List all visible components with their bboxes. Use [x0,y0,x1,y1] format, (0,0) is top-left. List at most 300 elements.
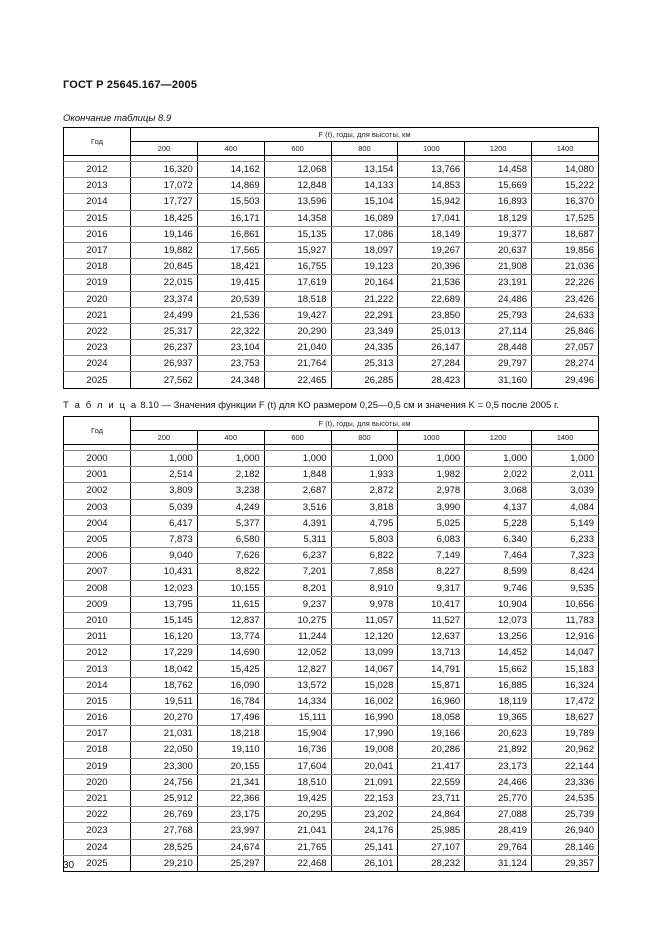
table-row [64,515,599,531]
value-cell: 28,448 [465,340,532,356]
value-cell: 22,468 [264,855,331,871]
value-cell: 7,858 [331,564,398,580]
value-cell: 25,013 [398,323,465,339]
value-cell: 10,431 [131,564,198,580]
year-cell: 2020 [64,291,131,307]
value-cell: 10,656 [532,596,599,612]
value-cell: 9,535 [532,580,599,596]
value-cell: 8,201 [264,580,331,596]
value-cell: 1,848 [264,467,331,483]
value-cell: 10,904 [465,596,532,612]
value-cell: 29,357 [532,855,599,871]
value-cell: 21,031 [131,726,198,742]
value-cell: 8,822 [197,564,264,580]
year-cell: 2015 [64,693,131,709]
table-row [64,467,599,483]
value-cell: 1,000 [131,451,198,467]
value-cell: 11,615 [197,596,264,612]
value-cell: 24,633 [532,307,599,323]
year-cell: 2018 [64,259,131,275]
value-cell: 15,871 [398,677,465,693]
value-cell: 26,237 [131,340,198,356]
table-row [64,291,599,307]
year-cell: 2017 [64,242,131,258]
table-row [64,726,599,742]
value-cell: 19,267 [398,242,465,258]
value-cell: 14,080 [532,162,599,178]
document-header: ГОСТ Р 25645.167—2005 [63,79,198,91]
value-cell: 16,784 [197,693,264,709]
value-cell: 14,334 [264,693,331,709]
value-cell: 13,256 [465,629,532,645]
year-cell: 2001 [64,467,131,483]
altitude-header: 600 [264,431,331,445]
table-row [64,531,599,547]
value-cell: 24,176 [331,823,398,839]
value-cell: 2,872 [331,483,398,499]
value-cell: 6,580 [197,531,264,547]
year-cell: 2024 [64,839,131,855]
value-cell: 2,022 [465,467,532,483]
value-cell: 16,960 [398,693,465,709]
year-cell: 2017 [64,726,131,742]
value-cell: 21,536 [398,275,465,291]
value-cell: 18,149 [398,226,465,242]
value-cell: 28,146 [532,839,599,855]
value-cell: 20,962 [532,742,599,758]
value-cell: 12,848 [264,178,331,194]
value-cell: 28,419 [465,823,532,839]
value-cell: 22,050 [131,742,198,758]
function-column-header: F (t), годы, для высоты, км [131,128,599,142]
value-cell: 22,689 [398,291,465,307]
value-cell: 27,284 [398,356,465,372]
value-cell: 18,119 [465,693,532,709]
value-cell: 29,764 [465,839,532,855]
value-cell: 14,791 [398,661,465,677]
value-cell: 6,417 [131,515,198,531]
value-cell: 11,244 [264,629,331,645]
value-cell: 21,341 [197,774,264,790]
table-row [64,210,599,226]
year-column-header: Год [64,128,131,156]
value-cell: 28,525 [131,839,198,855]
value-cell: 14,853 [398,178,465,194]
value-cell: 28,423 [398,372,465,388]
year-cell: 2023 [64,340,131,356]
value-cell: 9,237 [264,596,331,612]
value-cell: 19,146 [131,226,198,242]
year-cell: 2000 [64,451,131,467]
value-cell: 9,040 [131,548,198,564]
table-row [64,340,599,356]
table-row [64,162,599,178]
altitude-header: 400 [197,142,264,156]
value-cell: 10,155 [197,580,264,596]
value-cell: 27,107 [398,839,465,855]
table-row [64,564,599,580]
value-cell: 20,041 [331,758,398,774]
value-cell: 15,927 [264,242,331,258]
value-cell: 20,637 [465,242,532,258]
value-cell: 8,227 [398,564,465,580]
value-cell: 4,137 [465,499,532,515]
value-cell: 12,837 [197,612,264,628]
table-row [64,661,599,677]
year-cell: 2015 [64,210,131,226]
value-cell: 23,300 [131,758,198,774]
value-cell: 15,662 [465,661,532,677]
altitude-header: 1200 [465,142,532,156]
table-row [64,807,599,823]
value-cell: 11,527 [398,612,465,628]
table-row [64,275,599,291]
value-cell: 19,377 [465,226,532,242]
value-cell: 24,348 [197,372,264,388]
table-row [64,580,599,596]
value-cell: 25,317 [131,323,198,339]
value-cell: 15,145 [131,612,198,628]
value-cell: 18,687 [532,226,599,242]
value-cell: 6,083 [398,531,465,547]
value-cell: 7,323 [532,548,599,564]
value-cell: 13,774 [197,629,264,645]
table-row [64,356,599,372]
value-cell: 17,229 [131,645,198,661]
page-number: 30 [63,860,75,871]
altitude-header: 600 [264,142,331,156]
value-cell: 27,768 [131,823,198,839]
value-cell: 22,465 [264,372,331,388]
value-cell: 2,182 [197,467,264,483]
value-cell: 21,041 [264,823,331,839]
value-cell: 17,472 [532,693,599,709]
table-row [64,194,599,210]
value-cell: 27,114 [465,323,532,339]
table-row [64,710,599,726]
value-cell: 27,562 [131,372,198,388]
table-row [64,758,599,774]
value-cell: 25,985 [398,823,465,839]
value-cell: 16,755 [264,259,331,275]
value-cell: 27,057 [532,340,599,356]
year-cell: 2005 [64,531,131,547]
table1-body [64,156,599,389]
value-cell: 26,940 [532,823,599,839]
value-cell: 12,068 [264,162,331,178]
value-cell: 12,120 [331,629,398,645]
value-cell: 1,982 [398,467,465,483]
value-cell: 21,222 [331,291,398,307]
value-cell: 23,349 [331,323,398,339]
table2-body [64,445,599,872]
function-column-header: F (t), годы, для высоты, км [131,417,599,431]
value-cell: 29,210 [131,855,198,871]
value-cell: 18,218 [197,726,264,742]
value-cell: 22,559 [398,774,465,790]
value-cell: 22,291 [331,307,398,323]
table-row [64,774,599,790]
value-cell: 23,374 [131,291,198,307]
value-cell: 21,417 [398,758,465,774]
year-cell: 2002 [64,483,131,499]
value-cell: 18,129 [465,210,532,226]
value-cell: 18,421 [197,259,264,275]
value-cell: 4,391 [264,515,331,531]
value-cell: 16,885 [465,677,532,693]
value-cell: 15,425 [197,661,264,677]
value-cell: 3,039 [532,483,599,499]
value-cell: 17,525 [532,210,599,226]
table-row [64,323,599,339]
value-cell: 12,916 [532,629,599,645]
value-cell: 5,803 [331,531,398,547]
value-cell: 21,892 [465,742,532,758]
value-cell: 2,687 [264,483,331,499]
value-cell: 26,769 [131,807,198,823]
year-cell: 2014 [64,194,131,210]
table-row [64,612,599,628]
value-cell: 23,202 [331,807,398,823]
value-cell: 1,000 [264,451,331,467]
year-cell: 2025 [64,855,131,871]
value-cell: 14,452 [465,645,532,661]
year-cell: 2009 [64,596,131,612]
value-cell: 5,377 [197,515,264,531]
value-cell: 19,425 [264,790,331,806]
value-cell: 16,893 [465,194,532,210]
value-cell: 28,232 [398,855,465,871]
value-cell: 8,599 [465,564,532,580]
year-cell: 2020 [64,774,131,790]
value-cell: 4,795 [331,515,398,531]
value-cell: 10,417 [398,596,465,612]
year-cell: 2011 [64,629,131,645]
table-row [64,259,599,275]
table-row [64,548,599,564]
value-cell: 18,097 [331,242,398,258]
value-cell: 1,000 [532,451,599,467]
value-cell: 20,623 [465,726,532,742]
altitude-header: 200 [131,142,198,156]
year-cell: 2022 [64,807,131,823]
altitude-header: 1000 [398,431,465,445]
value-cell: 14,067 [331,661,398,677]
year-cell: 2022 [64,323,131,339]
value-cell: 18,058 [398,710,465,726]
value-cell: 5,039 [131,499,198,515]
value-cell: 24,535 [532,790,599,806]
altitude-header: 800 [331,142,398,156]
table-8-10 [63,416,599,872]
value-cell: 7,201 [264,564,331,580]
table-row [64,499,599,515]
value-cell: 16,320 [131,162,198,178]
value-cell: 13,795 [131,596,198,612]
value-cell: 15,104 [331,194,398,210]
value-cell: 17,086 [331,226,398,242]
value-cell: 17,496 [197,710,264,726]
value-cell: 17,072 [131,178,198,194]
value-cell: 8,424 [532,564,599,580]
value-cell: 23,336 [532,774,599,790]
value-cell: 11,057 [331,612,398,628]
value-cell: 3,990 [398,499,465,515]
value-cell: 19,415 [197,275,264,291]
value-cell: 2,978 [398,483,465,499]
value-cell: 14,869 [197,178,264,194]
year-cell: 2008 [64,580,131,596]
value-cell: 2,514 [131,467,198,483]
value-cell: 3,238 [197,483,264,499]
value-cell: 23,426 [532,291,599,307]
table-row [64,372,599,388]
value-cell: 12,073 [465,612,532,628]
year-cell: 2012 [64,162,131,178]
value-cell: 15,942 [398,194,465,210]
value-cell: 25,912 [131,790,198,806]
value-cell: 16,324 [532,677,599,693]
value-cell: 15,028 [331,677,398,693]
value-cell: 21,040 [264,340,331,356]
value-cell: 21,908 [465,259,532,275]
year-cell: 2006 [64,548,131,564]
value-cell: 24,864 [398,807,465,823]
value-cell: 29,496 [532,372,599,388]
year-cell: 2014 [64,677,131,693]
year-cell: 2016 [64,710,131,726]
value-cell: 22,366 [197,790,264,806]
value-cell: 16,370 [532,194,599,210]
value-cell: 19,856 [532,242,599,258]
value-cell: 24,486 [465,291,532,307]
value-cell: 15,111 [264,710,331,726]
value-cell: 6,237 [264,548,331,564]
year-cell: 2024 [64,356,131,372]
year-cell: 2007 [64,564,131,580]
value-cell: 9,317 [398,580,465,596]
value-cell: 2,011 [532,467,599,483]
table-row [64,823,599,839]
value-cell: 20,286 [398,742,465,758]
table2-caption [63,400,559,411]
altitude-header: 1400 [532,431,599,445]
value-cell: 22,322 [197,323,264,339]
value-cell: 21,091 [331,774,398,790]
table-row [64,451,599,467]
value-cell: 25,739 [532,807,599,823]
value-cell: 25,297 [197,855,264,871]
value-cell: 16,090 [197,677,264,693]
value-cell: 24,335 [331,340,398,356]
value-cell: 14,690 [197,645,264,661]
value-cell: 18,425 [131,210,198,226]
value-cell: 16,861 [197,226,264,242]
value-cell: 23,173 [465,758,532,774]
table1-caption: Окончание таблицы 8.9 [63,113,172,124]
value-cell: 7,464 [465,548,532,564]
value-cell: 15,904 [264,726,331,742]
value-cell: 11,783 [532,612,599,628]
value-cell: 7,626 [197,548,264,564]
table-row [64,596,599,612]
table-row [64,307,599,323]
table-row [64,677,599,693]
value-cell: 12,637 [398,629,465,645]
year-cell: 2003 [64,499,131,515]
value-cell: 19,110 [197,742,264,758]
year-cell: 2025 [64,372,131,388]
value-cell: 22,153 [331,790,398,806]
value-cell: 13,099 [331,645,398,661]
table-row [64,839,599,855]
value-cell: 22,226 [532,275,599,291]
value-cell: 12,023 [131,580,198,596]
value-cell: 12,052 [264,645,331,661]
year-cell: 2016 [64,226,131,242]
value-cell: 18,627 [532,710,599,726]
value-cell: 21,765 [264,839,331,855]
value-cell: 26,147 [398,340,465,356]
value-cell: 31,160 [465,372,532,388]
value-cell: 20,155 [197,758,264,774]
altitude-header: 1200 [465,431,532,445]
value-cell: 16,002 [331,693,398,709]
value-cell: 17,604 [264,758,331,774]
value-cell: 3,068 [465,483,532,499]
value-cell: 29,797 [465,356,532,372]
value-cell: 15,135 [264,226,331,242]
value-cell: 3,516 [264,499,331,515]
value-cell: 13,572 [264,677,331,693]
year-cell: 2021 [64,790,131,806]
value-cell: 26,285 [331,372,398,388]
value-cell: 23,753 [197,356,264,372]
value-cell: 12,827 [264,661,331,677]
year-cell: 2019 [64,275,131,291]
altitude-header-row [64,142,599,156]
year-cell: 2010 [64,612,131,628]
value-cell: 9,978 [331,596,398,612]
value-cell: 20,396 [398,259,465,275]
value-cell: 13,766 [398,162,465,178]
value-cell: 19,789 [532,726,599,742]
value-cell: 20,290 [264,323,331,339]
value-cell: 13,596 [264,194,331,210]
altitude-header-row [64,431,599,445]
value-cell: 20,164 [331,275,398,291]
year-cell: 2023 [64,823,131,839]
value-cell: 21,036 [532,259,599,275]
value-cell: 19,427 [264,307,331,323]
value-cell: 1,000 [465,451,532,467]
value-cell: 6,233 [532,531,599,547]
value-cell: 23,997 [197,823,264,839]
year-column-header: Год [64,417,131,445]
value-cell: 24,674 [197,839,264,855]
year-cell: 2018 [64,742,131,758]
value-cell: 23,175 [197,807,264,823]
value-cell: 23,191 [465,275,532,291]
value-cell: 17,990 [331,726,398,742]
value-cell: 19,365 [465,710,532,726]
value-cell: 20,845 [131,259,198,275]
year-cell: 2019 [64,758,131,774]
value-cell: 14,162 [197,162,264,178]
value-cell: 7,149 [398,548,465,564]
value-cell: 5,025 [398,515,465,531]
value-cell: 1,933 [331,467,398,483]
